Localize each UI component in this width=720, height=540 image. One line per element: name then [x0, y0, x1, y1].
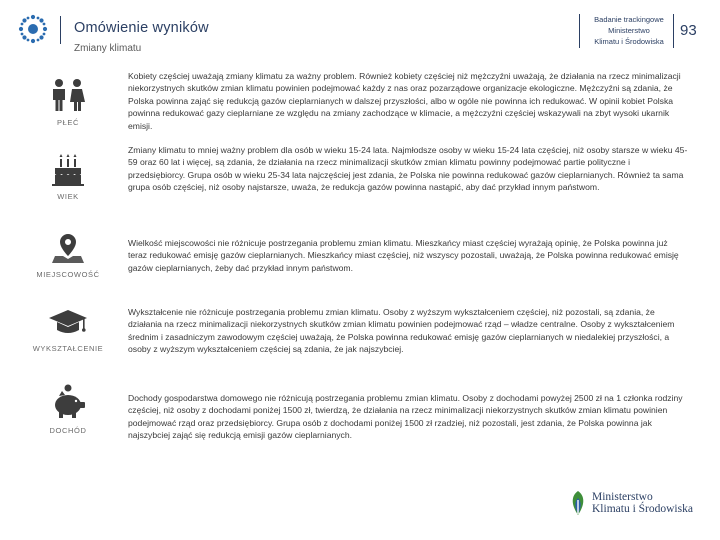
ministry-logo-icon	[568, 490, 588, 516]
category-age	[22, 154, 114, 201]
report-divider-left	[579, 14, 580, 48]
footer-line1: Ministerstwo	[592, 491, 653, 503]
paragraph-income: Dochody gospodarstwa domowego nie różnicują postrzegania problemu zmian klimatu. Osoby z dochodami powyżej 2500 zł na 1 członka rodziny częściej, niż osoby z dochodami poniżej 1500 zł, twierdzą, że działania na rzecz minimalizacji niekorzystnych skutków zmian klimatu powinien podejmować rząd oraz przedsiębiorcy. Grupa osób z dochodami poniżej 1500 zł rzadziej, niż pozostali, jest zdania, że Polska powinna jak najszybciej zająć się redukcją emisji gazów cieplarnianych.	[128, 393, 683, 441]
page-number: 93	[680, 22, 697, 39]
report-label-line3: Klimatu i Środowiska	[594, 37, 664, 46]
category-income	[22, 384, 114, 435]
ministry-emblem-icon	[18, 14, 48, 44]
category-label: PŁEĆ	[57, 118, 79, 127]
category-label: MIEJSCOWOŚĆ	[36, 270, 100, 279]
category-label: WYKSZTAŁCENIE	[32, 344, 104, 353]
report-label	[585, 14, 673, 47]
location-pin-icon	[50, 232, 86, 264]
gender-icon	[50, 78, 86, 112]
report-label-line2: Ministerstwo	[608, 26, 650, 35]
piggy-bank-icon	[50, 384, 86, 420]
paragraph-age: Zmiany klimatu to mniej ważny problem dla osób w wieku 15-24 lata. Najmłodsze osoby w wieku 15-24 lata częściej, niż osoby starsze w wieku 45-59 oraz 60 lat i więcej, są zdania, że działania na rzecz minimalizacji skutków zmian klimatu powinny podejmować partie polityczne i przedsiębiorcy. Grupa osób w wieku 25-34 lata najczęściej jest zdania, że Polska nie powinna redukować gazów cieplarnianych. Również ta sama grupa osób częściej, niż osoby najstarsze, uważa, że redukcja gazów powinna nastąpić, aby dać przykład innym państwom.	[128, 145, 688, 193]
page-subtitle: Zmiany klimatu	[74, 43, 142, 54]
category-label: WIEK	[57, 192, 79, 201]
footer-ministry-name	[592, 491, 693, 515]
header-divider	[60, 16, 61, 44]
report-divider-right	[673, 14, 674, 48]
graduation-cap-icon	[48, 308, 88, 338]
page-title: Omówienie wyników	[74, 20, 209, 36]
category-gender	[22, 78, 114, 127]
paragraph-education: Wykształcenie nie różnicuje postrzegania problemu zmian klimatu. Osoby z wyższym wykształceniem częściej, niż pozostali, są zdania, że działania na rzecz minimalizacji niekorzystnych skutków zmian klimatu powinien podejmować rząd – władze centralne. Osoby z wykształceniem średnim i zasadniczym zawodowym częściej uważają, że Polska powinna redukować emisję gazów cieplarnianych w niedalekiej przyszłości, a osoby z wyższym wykształceniem częściej są zdania, że jak najszybciej.	[128, 307, 675, 355]
category-label: DOCHÓD	[49, 426, 87, 435]
paragraph-gender: Kobiety częściej uważają zmiany klimatu za ważny problem. Również kobiety częściej niż mężczyźni uważają, że działania na rzecz minimalizacji niekorzystnych skutków zmian klimatu powinien podejmować każdy z nas oraz pozarządowe organizacje ekologiczne. Mężczyźni są zdania, że Polska powinna zająć się redukcją gazów cieplarnianych w dalszej przyszłości, albo w ogóle nie powinna ich redukować. W opinii kobiet Polska powinna redukować gazy cieplarniane ze względu na zmiany zachodzące w klimacie, a mężczyźni częściej wskazywali na zbyt wysoki ukarnik emisji.	[128, 71, 681, 131]
report-label-line1: Badanie trackingowe	[594, 15, 664, 24]
category-location	[22, 232, 114, 279]
category-education	[22, 308, 114, 353]
cake-icon	[51, 154, 85, 186]
footer-line2: Klimatu i Środowiska	[592, 503, 693, 515]
paragraph-location: Wielkość miejscowości nie różnicuje postrzegania problemu zmian klimatu. Mieszkańcy miast częściej wyrażają opinię, że Polska powinna już teraz redukować emisję gazów cieplarnianych. Mieszkańcy miast częściej, niż wszyscy pozostali, uważają, że Polska powinna redukować emisję gazów cieplarnianych, żeby dać przykład innym państwom.	[128, 238, 679, 273]
